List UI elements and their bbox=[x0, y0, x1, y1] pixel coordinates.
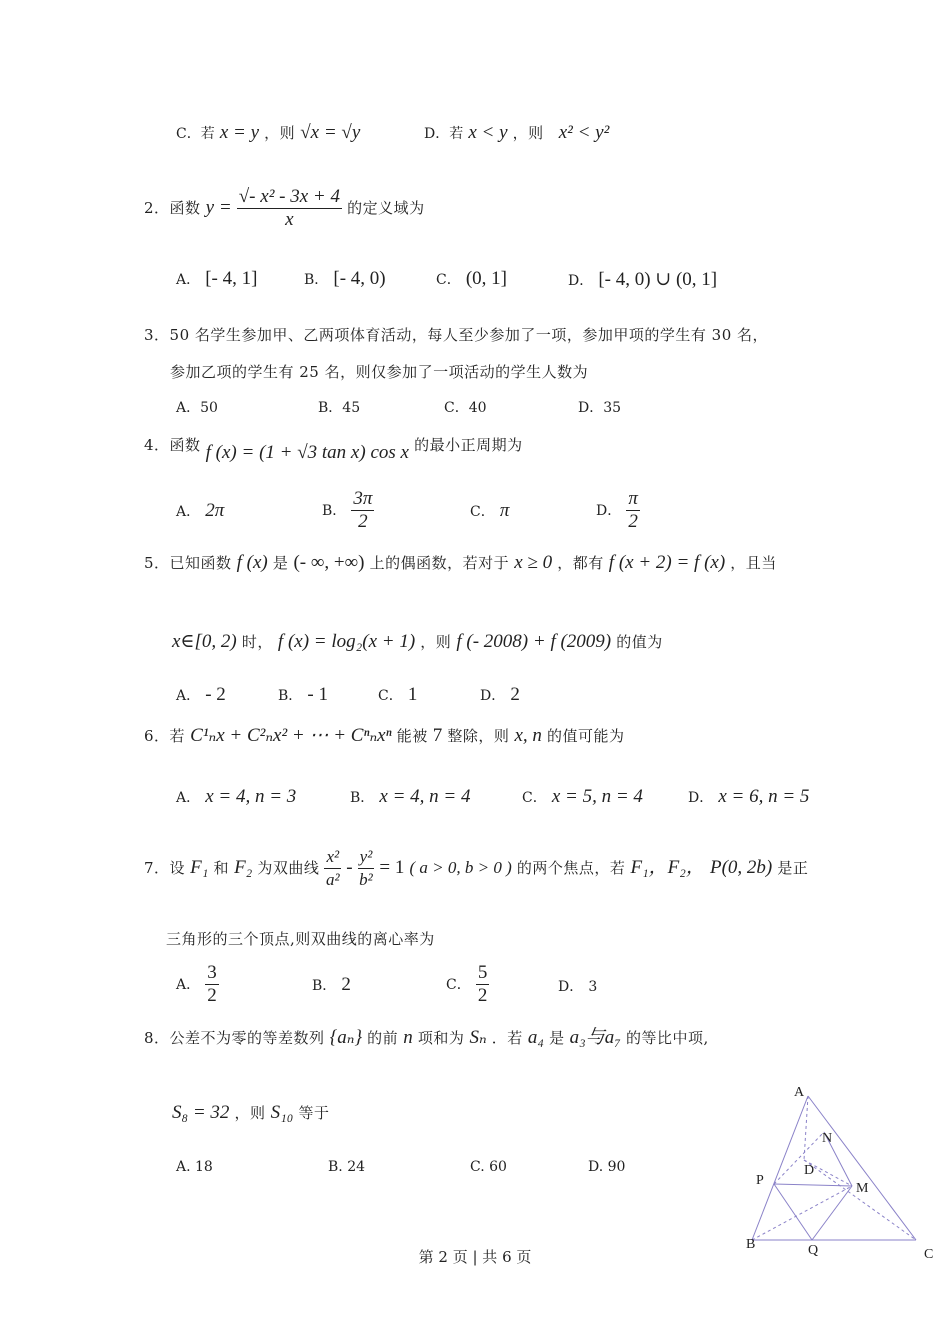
q5-option-b-value: - 1 bbox=[307, 684, 328, 705]
q5-option-c-value: 1 bbox=[407, 684, 418, 705]
q1-option-d-res: x² < y² bbox=[558, 122, 610, 143]
tetrahedron-figure bbox=[740, 1076, 940, 1266]
q7-option-b-value: 2 bbox=[341, 974, 351, 995]
q4-option-b-fraction bbox=[351, 488, 374, 533]
q4-option-c bbox=[470, 500, 509, 522]
q4-option-d-num: π bbox=[628, 488, 638, 509]
q1-option-c bbox=[176, 122, 360, 144]
q2-tail: 的定义域为 bbox=[347, 199, 425, 217]
q7-option-d-label: D． bbox=[558, 979, 584, 995]
q2-option-c-value: (0, 1] bbox=[465, 268, 507, 289]
q1-option-c-label: C．若 bbox=[176, 126, 215, 142]
q8-option-d: D. 90 bbox=[588, 1159, 626, 1175]
q6-option-a-label: A． bbox=[176, 790, 201, 806]
q5-option-a-label: A． bbox=[176, 688, 201, 704]
q5-l2-text-3: 的值为 bbox=[616, 633, 663, 651]
q5-option-b-label: B． bbox=[278, 688, 303, 704]
q8-option-c: C. 60 bbox=[470, 1159, 507, 1175]
q2-option-d bbox=[568, 268, 717, 291]
edge-bm bbox=[752, 1186, 852, 1240]
q4-option-d-fraction bbox=[626, 488, 640, 533]
q7-minus: - bbox=[346, 857, 353, 878]
q2-option-a-label: A． bbox=[176, 272, 201, 288]
q7-option-a-fraction bbox=[205, 962, 219, 1007]
q8-text-5: 是 bbox=[549, 1029, 565, 1047]
q8-an: {aₙ} bbox=[329, 1027, 363, 1048]
q7-line-2: 三角形的三个顶点,则双曲线的离心率为 bbox=[166, 930, 435, 948]
q4-option-d-label: D． bbox=[596, 503, 622, 519]
q7-option-a-den: 2 bbox=[207, 985, 217, 1006]
q2-option-b-label: B． bbox=[304, 272, 329, 288]
label-b: B bbox=[746, 1237, 756, 1252]
label-m: M bbox=[856, 1181, 869, 1196]
q7-cond: ( a > 0, b > 0 ) bbox=[409, 858, 512, 877]
q5-cond: x ≥ 0 bbox=[514, 552, 553, 573]
q6-sum: C¹ₙx + C²ₙx² + ⋯ + Cⁿₙxⁿ bbox=[190, 725, 392, 746]
q8-n: n bbox=[403, 1027, 413, 1048]
q5-fx: f (x) bbox=[236, 552, 268, 573]
edge-pq bbox=[774, 1184, 812, 1240]
q6-text-2: 能被 bbox=[396, 727, 428, 745]
q2-option-d-value: [- 4, 0) ∪ (0, 1] bbox=[598, 269, 718, 290]
question-6 bbox=[144, 724, 625, 747]
q5-option-d-value: 2 bbox=[510, 684, 520, 705]
q4-option-a bbox=[176, 500, 224, 522]
q7-P: P(0, 2b) bbox=[709, 857, 773, 878]
q1-option-d-cond: x < y bbox=[468, 122, 508, 143]
q2-denominator: x bbox=[285, 209, 294, 230]
q8-text-1: 8．公差不为零的等差数列 bbox=[144, 1029, 325, 1047]
q1-option-c-sep: ，则 bbox=[264, 124, 296, 142]
q2-y-eq: y = bbox=[205, 197, 232, 218]
edge-ab bbox=[752, 1096, 808, 1240]
q7-F1: F₁ bbox=[190, 857, 209, 878]
q6-option-c-value: x = 5, n = 4 bbox=[551, 786, 643, 807]
q8-s10: S₁₀ bbox=[270, 1102, 294, 1123]
q4-option-a-value: 2π bbox=[205, 500, 225, 521]
q8-Sn: Sₙ bbox=[469, 1027, 487, 1048]
q1-option-d-sep: ，则 bbox=[512, 124, 544, 142]
q7-fraction-2 bbox=[358, 846, 375, 891]
q7-option-c-fraction bbox=[476, 962, 490, 1007]
q8-text-4: ．若 bbox=[491, 1029, 523, 1047]
q4-option-d bbox=[596, 488, 640, 533]
label-d: D bbox=[804, 1163, 815, 1178]
edge-pn bbox=[774, 1132, 824, 1184]
q2-option-c-label: C． bbox=[436, 272, 461, 288]
q5-text-5: ，且当 bbox=[730, 554, 777, 572]
label-p: P bbox=[756, 1173, 764, 1188]
q5-line-2 bbox=[172, 630, 663, 653]
q4-option-d-den: 2 bbox=[628, 511, 638, 532]
q6-vars: x, n bbox=[514, 725, 542, 746]
q7-text-3: 为双曲线 bbox=[257, 859, 320, 877]
label-q: Q bbox=[808, 1243, 819, 1258]
q5-l2-def: f (x) = log₂(x + 1) bbox=[277, 631, 416, 652]
q3-line-2: 参加乙项的学生有 25 名，则仅参加了一项活动的学生人数为 bbox=[170, 363, 589, 381]
q5-option-b bbox=[278, 684, 328, 706]
q8-text-6: 的等比中项, bbox=[625, 1029, 709, 1047]
q1-option-d-label: D．若 bbox=[424, 126, 464, 142]
edge-qm bbox=[812, 1186, 852, 1240]
q7-option-c-label: C． bbox=[446, 977, 471, 993]
q8-a3-a7: a₃与a₇ bbox=[569, 1027, 621, 1048]
q1-option-c-cond: x = y bbox=[219, 122, 259, 143]
q4-option-b-label: B． bbox=[322, 503, 347, 519]
question-7 bbox=[144, 846, 808, 891]
q7-f1-num: x² bbox=[324, 846, 341, 869]
q7-eq: = 1 bbox=[379, 857, 405, 878]
q4-formula: f (x) = (1 + √3 tan x) cos x bbox=[205, 442, 409, 463]
q8-s8: S₈ = 32 bbox=[172, 1102, 230, 1123]
q5-option-d-label: D． bbox=[480, 688, 506, 704]
q4-number: 4．函数 bbox=[144, 436, 201, 454]
q6-option-c bbox=[522, 786, 643, 808]
q7-option-c-den: 2 bbox=[477, 985, 488, 1006]
q6-text-4: 的值可能为 bbox=[547, 727, 625, 745]
q2-option-c bbox=[436, 268, 507, 290]
q8-l2-text-2: 等于 bbox=[298, 1104, 330, 1122]
q7-text-2: 和 bbox=[213, 859, 229, 877]
q7-fraction-1 bbox=[324, 846, 341, 891]
q6-option-b-label: B． bbox=[350, 790, 375, 806]
q5-line-1 bbox=[144, 552, 777, 574]
q5-l2-expr: f (- 2008) + f (2009) bbox=[456, 631, 612, 652]
q6-option-c-label: C． bbox=[522, 790, 547, 806]
q2-fraction bbox=[237, 186, 342, 231]
q2-option-a-value: [- 4, 1] bbox=[205, 268, 258, 289]
q4-option-a-label: A． bbox=[176, 504, 201, 520]
q8-option-a: A. 18 bbox=[176, 1159, 213, 1175]
q8-text-3: 项和为 bbox=[417, 1029, 465, 1047]
q1-option-c-res: √x = √y bbox=[300, 122, 361, 143]
q2-number: 2．函数 bbox=[144, 199, 201, 217]
q4-tail: 的最小正周期为 bbox=[414, 436, 523, 454]
q7-f2-num: y² bbox=[358, 846, 375, 869]
q6-text-3: 整除，则 bbox=[447, 727, 510, 745]
q8-line-1 bbox=[144, 1022, 709, 1049]
q7-f1-den: a² bbox=[326, 870, 340, 889]
q4-option-c-value: π bbox=[499, 500, 510, 521]
q7-option-c bbox=[446, 962, 489, 1007]
q4-option-b-num: 3π bbox=[353, 488, 373, 509]
q3-option-d: D．35 bbox=[578, 400, 622, 416]
q5-text-2: 是 bbox=[272, 554, 289, 572]
q6-option-a-value: x = 4, n = 3 bbox=[205, 786, 297, 807]
q4-option-c-label: C． bbox=[470, 504, 495, 520]
q6-option-d-label: D． bbox=[688, 790, 714, 806]
q6-option-b-value: x = 4, n = 4 bbox=[379, 786, 471, 807]
q5-text-3: 上的偶函数，若对于 bbox=[369, 554, 510, 572]
q7-option-d bbox=[558, 976, 597, 996]
q2-option-b bbox=[304, 268, 386, 290]
q7-option-d-value: 3 bbox=[588, 979, 598, 995]
q7-text-1: 7．设 bbox=[144, 859, 186, 877]
q7-text-5: 是正 bbox=[777, 859, 809, 877]
edge-ac bbox=[808, 1096, 916, 1240]
q2-option-b-value: [- 4, 0) bbox=[333, 268, 386, 289]
label-a: A bbox=[794, 1085, 805, 1100]
q8-a4: a₄ bbox=[527, 1027, 544, 1048]
q4-option-b-den: 2 bbox=[358, 511, 368, 532]
page-footer: 第 2 页 | 共 6 页 bbox=[418, 1248, 532, 1266]
q5-option-d bbox=[480, 684, 520, 706]
q3-line-1: 3．50 名学生参加甲、乙两项体育活动，每人至少参加了一项，参加甲项的学生有 30 名， bbox=[144, 326, 769, 344]
q8-l2-text-1: ，则 bbox=[234, 1104, 266, 1122]
q2-option-a bbox=[176, 268, 257, 290]
q5-option-a-value: - 2 bbox=[205, 684, 226, 705]
q5-text-1: 5．已知函数 bbox=[144, 554, 232, 572]
question-2 bbox=[144, 186, 425, 231]
q6-text-1: 6．若 bbox=[144, 727, 186, 745]
q8-option-b: B. 24 bbox=[328, 1159, 366, 1175]
q7-option-c-num: 5 bbox=[477, 962, 488, 983]
q7-option-a-label: A． bbox=[176, 977, 201, 993]
q5-option-a bbox=[176, 684, 226, 706]
q3-option-a: A．50 bbox=[176, 400, 218, 416]
q7-text-4: 的两个焦点，若 bbox=[516, 859, 626, 877]
q3-option-c: C．40 bbox=[444, 400, 487, 416]
q7-points: F₁，F₂， bbox=[630, 857, 705, 878]
q7-F2: F₂ bbox=[234, 857, 253, 878]
q7-option-a bbox=[176, 962, 219, 1007]
question-4 bbox=[144, 434, 523, 463]
q7-option-b-label: B． bbox=[312, 978, 337, 994]
q5-l2-text-1: 时， bbox=[241, 633, 273, 651]
q5-l2-cond: x∈[0, 2) bbox=[172, 631, 237, 652]
q1-option-d bbox=[424, 122, 609, 144]
q6-option-d bbox=[688, 786, 809, 808]
q6-option-b bbox=[350, 786, 470, 808]
label-c: C bbox=[924, 1247, 934, 1262]
label-n: N bbox=[822, 1131, 833, 1146]
q7-f2-den: b² bbox=[359, 870, 373, 889]
q5-text-4: ，都有 bbox=[557, 554, 604, 572]
q5-l2-text-2: ，则 bbox=[420, 633, 452, 651]
q5-period: f (x + 2) = f (x) bbox=[608, 552, 726, 573]
q2-numerator: √- x² - 3x + 4 bbox=[238, 186, 340, 207]
q8-line-2 bbox=[172, 1102, 329, 1124]
q8-text-2: 的前 bbox=[367, 1029, 399, 1047]
q5-option-c-label: C． bbox=[378, 688, 403, 704]
q6-seven: 7 bbox=[432, 725, 443, 746]
q6-option-d-value: x = 6, n = 5 bbox=[718, 786, 810, 807]
q2-option-d-label: D． bbox=[568, 273, 594, 289]
q7-option-b bbox=[312, 974, 351, 996]
q3-option-b: B．45 bbox=[318, 400, 361, 416]
q5-domain: (- ∞, +∞) bbox=[293, 552, 365, 573]
q6-option-a bbox=[176, 786, 296, 808]
q5-option-c bbox=[378, 684, 417, 706]
q4-option-b bbox=[322, 488, 374, 533]
q7-option-a-num: 3 bbox=[207, 962, 217, 983]
